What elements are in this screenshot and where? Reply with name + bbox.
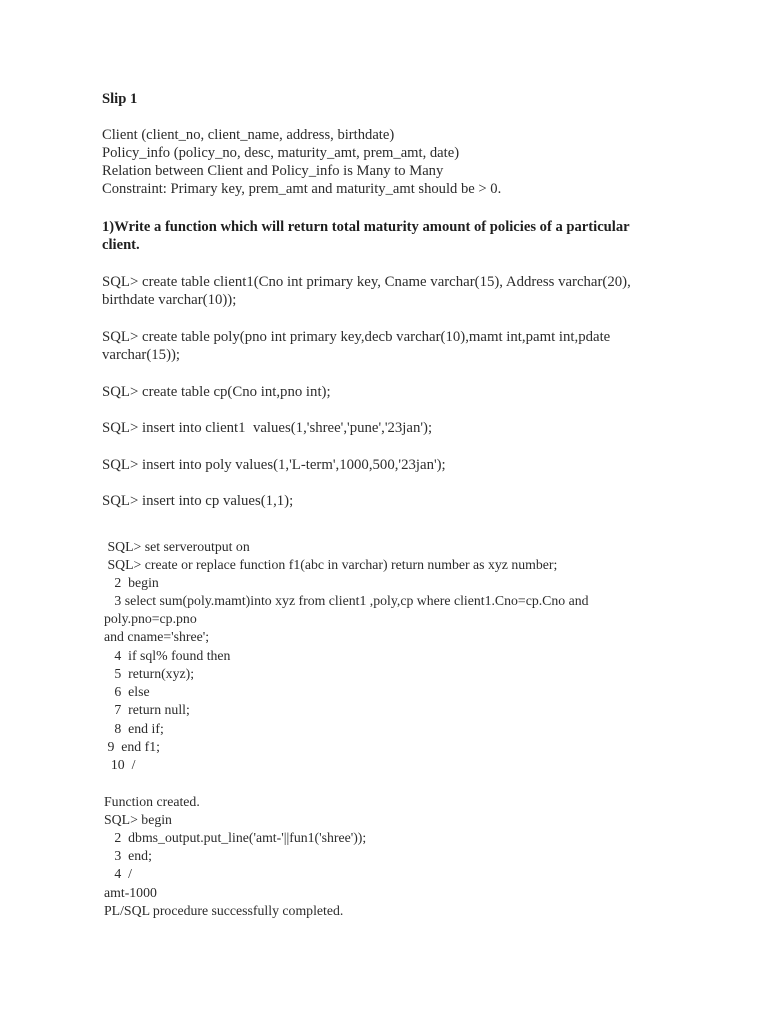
code-line: Function created. — [104, 794, 200, 809]
code-line: 2 dbms_output.put_line('amt-'||fun1('shree')); — [104, 830, 367, 845]
code-line: poly.pno=cp.pno — [104, 611, 197, 626]
sql-create-client1-cont: birthdate varchar(10)); — [102, 292, 237, 308]
code-line: 3 end; — [104, 848, 152, 863]
code-line: 9 end f1; — [104, 739, 160, 754]
code-line: SQL> create or replace function f1(abc in varchar) return number as xyz number; — [104, 557, 558, 572]
question-line-1: 1)Write a function which will return total maturity amount of policies of a particular — [102, 219, 630, 235]
sql-create-poly-cont: varchar(15)); — [102, 347, 181, 363]
schema-constraint: Constraint: Primary key, prem_amt and maturity_amt should be > 0. — [102, 181, 502, 197]
code-line: 4 if sql% found then — [104, 648, 231, 663]
schema-client: Client (client_no, client_name, address, birthdate) — [102, 127, 395, 143]
code-line: PL/SQL procedure successfully completed. — [104, 903, 344, 918]
code-line: amt-1000 — [104, 885, 157, 900]
schema-policy-info: Policy_info (policy_no, desc, maturity_amt, prem_amt, date) — [102, 145, 460, 161]
code-line: 10 / — [104, 757, 136, 772]
sql-insert-cp: SQL> insert into cp values(1,1); — [102, 493, 294, 509]
code-line: 3 select sum(poly.mamt)into xyz from client1 ,poly,cp where client1.Cno=cp.Cno and — [104, 593, 589, 608]
code-line: 8 end if; — [104, 721, 164, 736]
code-line: 5 return(xyz); — [104, 666, 195, 681]
sql-insert-client1: SQL> insert into client1 values(1,'shree','pune','23jan'); — [102, 420, 433, 436]
code-line: 2 begin — [104, 575, 159, 590]
schema-relation: Relation between Client and Policy_info is Many to Many — [102, 163, 444, 179]
code-line: SQL> begin — [104, 812, 172, 827]
code-line: 6 else — [104, 684, 150, 699]
sql-insert-poly: SQL> insert into poly values(1,'L-term',1000,500,'23jan'); — [102, 457, 446, 473]
question-line-2: client. — [102, 237, 140, 253]
code-line: 4 / — [104, 866, 132, 881]
sql-create-cp: SQL> create table cp(Cno int,pno int); — [102, 384, 331, 400]
sql-create-poly: SQL> create table poly(pno int primary key,decb varchar(10),mamt int,pamt int,pdate — [102, 329, 611, 345]
code-line: and cname='shree'; — [104, 629, 210, 644]
code-line: SQL> set serveroutput on — [104, 539, 250, 554]
sql-create-client1: SQL> create table client1(Cno int primary key, Cname varchar(15), Address varchar(20), — [102, 274, 631, 290]
slip-title: Slip 1 — [102, 91, 138, 107]
code-line: 7 return null; — [104, 702, 190, 717]
